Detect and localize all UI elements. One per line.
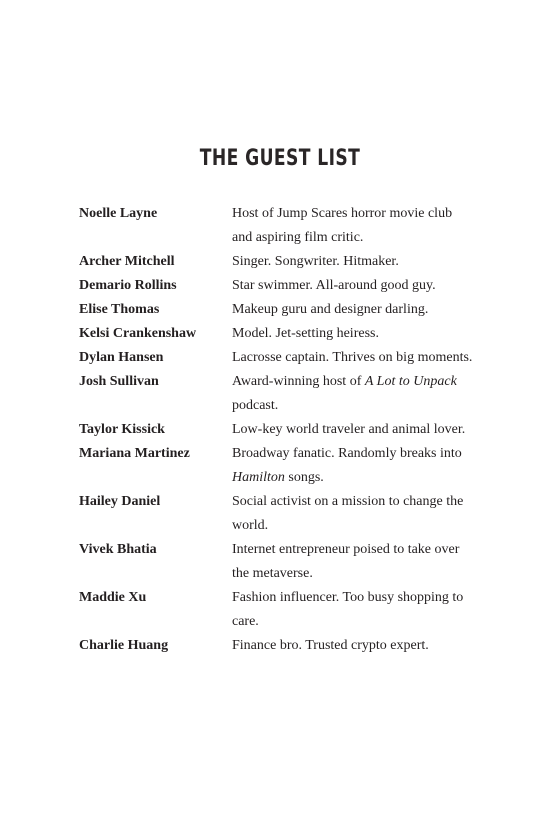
description-line: Social activist on a mission to change the: [232, 494, 464, 509]
description-line: Lacrosse captain. Thrives on big moments.: [232, 350, 473, 365]
description-line: Internet entrepreneur poised to take over: [232, 542, 460, 557]
guest-description: [232, 202, 499, 250]
guest-description: [232, 586, 499, 634]
guest-name: Mariana Martinez: [79, 446, 190, 461]
description-line: and aspiring film critic.: [232, 230, 364, 245]
page-title: THE GUEST LIST: [199, 146, 361, 171]
guest-description: [232, 490, 499, 538]
guest-name: Maddie Xu: [79, 590, 147, 605]
guest-description: [232, 298, 499, 322]
guest-row-elise-thomas: [79, 298, 499, 322]
description-line: care.: [232, 614, 259, 629]
guest-description: [232, 370, 499, 418]
description-line: Makeup guru and designer darling.: [232, 302, 429, 317]
guest-name: Vivek Bhatia: [79, 542, 157, 557]
guest-name: Noelle Layne: [79, 206, 158, 221]
guest-name: Dylan Hansen: [79, 350, 164, 365]
guest-description: [232, 418, 499, 442]
guest-name: Charlie Huang: [79, 638, 169, 653]
guest-row-vivek-bhatia: [79, 538, 499, 586]
description-line: Broadway fanatic. Randomly breaks into: [232, 446, 462, 461]
guest-row-noelle-layne: [79, 202, 499, 250]
description-text: Award-winning host of: [232, 374, 365, 389]
guest-description: [232, 274, 499, 298]
guest-row-archer-mitchell: [79, 250, 499, 274]
guest-row-taylor-kissick: [79, 418, 499, 442]
guest-name: Taylor Kissick: [79, 422, 165, 437]
description-line: podcast.: [232, 398, 279, 413]
guest-description: [232, 634, 499, 658]
description-line: Star swimmer. All-around good guy.: [232, 278, 436, 293]
guest-description: [232, 538, 499, 586]
guest-row-maddie-xu: [79, 586, 499, 634]
guest-list: [79, 202, 499, 658]
guest-name: Demario Rollins: [79, 278, 177, 293]
guest-row-hailey-daniel: [79, 490, 499, 538]
description-line: Singer. Songwriter. Hitmaker.: [232, 254, 399, 269]
guest-name: Josh Sullivan: [79, 374, 159, 389]
guest-description: [232, 442, 499, 490]
guest-name: Kelsi Crankenshaw: [79, 326, 197, 341]
description-line: Fashion influencer. Too busy shopping to: [232, 590, 464, 605]
musical-title: Hamilton: [232, 470, 285, 485]
guest-row-charlie-huang: [79, 634, 499, 658]
guest-row-kelsi-crankenshaw: [79, 322, 499, 346]
guest-description: [232, 346, 499, 370]
guest-row-demario-rollins: [79, 274, 499, 298]
guest-name: Elise Thomas: [79, 302, 160, 317]
guest-row-dylan-hansen: [79, 346, 499, 370]
guest-row-josh-sullivan: [79, 370, 499, 418]
guest-row-mariana-martinez: [79, 442, 499, 490]
description-line: Finance bro. Trusted crypto expert.: [232, 638, 429, 653]
description-line: [232, 466, 499, 490]
description-line: the metaverse.: [232, 566, 313, 581]
description-text: songs.: [284, 470, 324, 485]
description-line: Model. Jet-setting heiress.: [232, 326, 379, 341]
description-line: Host of Jump Scares horror movie club: [232, 206, 453, 221]
podcast-title: A Lot to Unpack: [364, 374, 457, 389]
guest-description: [232, 250, 499, 274]
guest-description: [232, 322, 499, 346]
guest-name: Hailey Daniel: [79, 494, 161, 509]
description-line: world.: [232, 518, 269, 533]
guest-name: Archer Mitchell: [79, 254, 175, 269]
description-line: Low-key world traveler and animal lover.: [232, 422, 466, 437]
description-line: [232, 370, 499, 394]
